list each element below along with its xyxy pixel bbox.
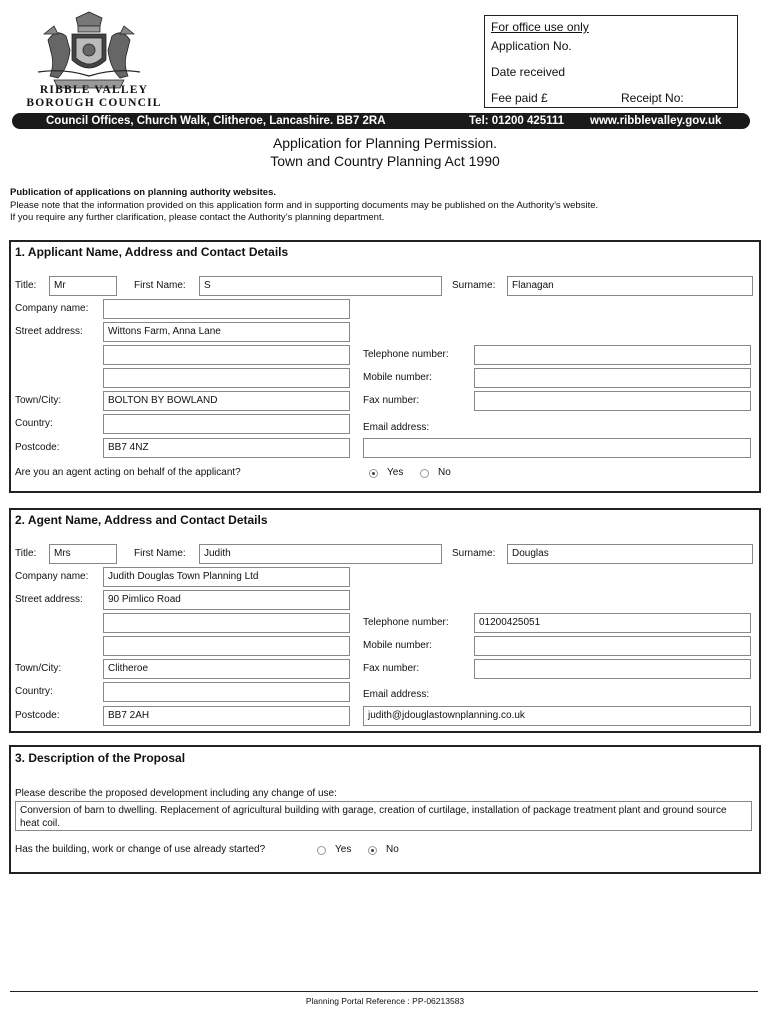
receipt-no-label: Receipt No: [621, 91, 684, 105]
applicant-section-heading: 1. Applicant Name, Address and Contact Details [15, 245, 289, 259]
work-started-question: Has the building, work or change of use already started? [15, 844, 266, 855]
agent-company-label: Company name: [15, 571, 89, 582]
applicant-surname-field[interactable]: Flanagan [507, 276, 753, 296]
council-name [24, 84, 164, 110]
agent-surname-label: Surname: [452, 548, 496, 559]
agent-email-field[interactable]: judith@jdouglastownplanning.co.uk [363, 706, 751, 726]
agent-country-field[interactable] [103, 682, 350, 702]
agent-surname-field[interactable]: Douglas [507, 544, 753, 564]
agent-telephone-field[interactable]: 01200425051 [474, 613, 751, 633]
agent-section-heading: 2. Agent Name, Address and Contact Details [15, 513, 268, 527]
applicant-email-field[interactable] [363, 438, 751, 458]
work-started-no-radio[interactable] [368, 846, 377, 855]
applicant-first-name-field[interactable]: S [199, 276, 442, 296]
applicant-street-field-3[interactable] [103, 368, 350, 388]
applicant-telephone-label: Telephone number: [363, 349, 449, 360]
agent-question: Are you an agent acting on behalf of the applicant? [15, 467, 241, 478]
applicant-surname-label: Surname: [452, 280, 496, 291]
work-started-no-label: No [386, 844, 399, 855]
agent-street-field-2[interactable] [103, 613, 350, 633]
agent-mobile-label: Mobile number: [363, 640, 432, 651]
planning-portal-reference: Planning Portal Reference : PP-06213583 [305, 996, 465, 1006]
proposal-description-field[interactable]: Conversion of barn to dwelling. Replacement of agricultural building with garage, creation of curtilage, installation of package treatment plant and ground source heat coil. [15, 801, 752, 831]
publication-contact-note: If you require any further clarification, please contact the Authority’s planning department. [10, 212, 385, 223]
applicant-street-label: Street address: [15, 326, 83, 337]
agent-town-label: Town/City: [15, 663, 62, 674]
applicant-first-name-label: First Name: [134, 280, 186, 291]
agent-no-radio[interactable] [420, 469, 429, 478]
proposal-prompt: Please describe the proposed development including any change of use: [15, 788, 337, 799]
agent-yes-label: Yes [387, 467, 404, 478]
applicant-street-field-2[interactable] [103, 345, 350, 365]
work-started-yes-label: Yes [335, 844, 352, 855]
agent-first-name-field[interactable]: Judith [199, 544, 442, 564]
agent-company-field[interactable]: Judith Douglas Town Planning Ltd [103, 567, 350, 587]
agent-street-field-3[interactable] [103, 636, 350, 656]
applicant-town-field[interactable]: BOLTON BY BOWLAND [103, 391, 350, 411]
publication-note: Please note that the information provided on this application form and in supporting documents may be published on the Authority’s website. [10, 200, 599, 211]
contact-bar [12, 113, 750, 129]
date-received-label: Date received [491, 65, 566, 79]
agent-street-label: Street address: [15, 594, 83, 605]
applicant-mobile-label: Mobile number: [363, 372, 432, 383]
fee-paid-label: Fee paid £ [491, 91, 548, 105]
applicant-street-field-1[interactable]: Wittons Farm, Anna Lane [103, 322, 350, 342]
application-no-label: Application No. [491, 39, 572, 53]
applicant-fax-field[interactable] [474, 391, 751, 411]
agent-mobile-field[interactable] [474, 636, 751, 656]
agent-street-field-1[interactable]: 90 Pimlico Road [103, 590, 350, 610]
agent-town-field[interactable]: Clitheroe [103, 659, 350, 679]
contact-website[interactable]: www.ribblevalley.gov.uk [590, 115, 722, 127]
agent-first-name-label: First Name: [134, 548, 186, 559]
agent-postcode-label: Postcode: [15, 710, 60, 721]
applicant-postcode-field[interactable]: BB7 4NZ [103, 438, 350, 458]
footer-divider [10, 991, 758, 992]
agent-country-label: Country: [15, 686, 53, 697]
applicant-country-field[interactable] [103, 414, 350, 434]
applicant-title-label: Title: [15, 280, 37, 291]
applicant-town-label: Town/City: [15, 395, 62, 406]
agent-telephone-label: Telephone number: [363, 617, 449, 628]
agent-no-label: No [438, 467, 451, 478]
applicant-postcode-label: Postcode: [15, 442, 60, 453]
applicant-title-field[interactable]: Mr [49, 276, 117, 296]
applicant-mobile-field[interactable] [474, 368, 751, 388]
applicant-company-field[interactable] [103, 299, 350, 319]
council-name-line2: BOROUGH COUNCIL [26, 97, 162, 109]
applicant-email-label: Email address: [363, 422, 430, 433]
proposal-section-heading: 3. Description of the Proposal [15, 751, 186, 765]
agent-title-field[interactable]: Mrs [49, 544, 117, 564]
agent-postcode-field[interactable]: BB7 2AH [103, 706, 350, 726]
work-started-yes-radio[interactable] [317, 846, 326, 855]
agent-fax-label: Fax number: [363, 663, 420, 674]
agent-fax-field[interactable] [474, 659, 751, 679]
form-subtitle: Town and Country Planning Act 1990 [270, 153, 500, 169]
agent-yes-radio[interactable] [369, 469, 378, 478]
council-crest-logo [34, 10, 144, 90]
publication-heading: Publication of applications on planning authority websites. [10, 187, 277, 198]
applicant-company-label: Company name: [15, 303, 89, 314]
contact-telephone: Tel: 01200 425111 [469, 115, 565, 127]
agent-title-label: Title: [15, 548, 37, 559]
applicant-country-label: Country: [15, 418, 53, 429]
contact-address: Council Offices, Church Walk, Clitheroe, Lancashire. BB7 2RA [46, 115, 386, 127]
applicant-telephone-field[interactable] [474, 345, 751, 365]
applicant-fax-label: Fax number: [363, 395, 420, 406]
office-use-title: For office use only [491, 20, 589, 34]
agent-email-label: Email address: [363, 689, 430, 700]
council-name-line1: RIBBLE VALLEY [39, 84, 149, 96]
form-title: Application for Planning Permission. [272, 135, 498, 151]
